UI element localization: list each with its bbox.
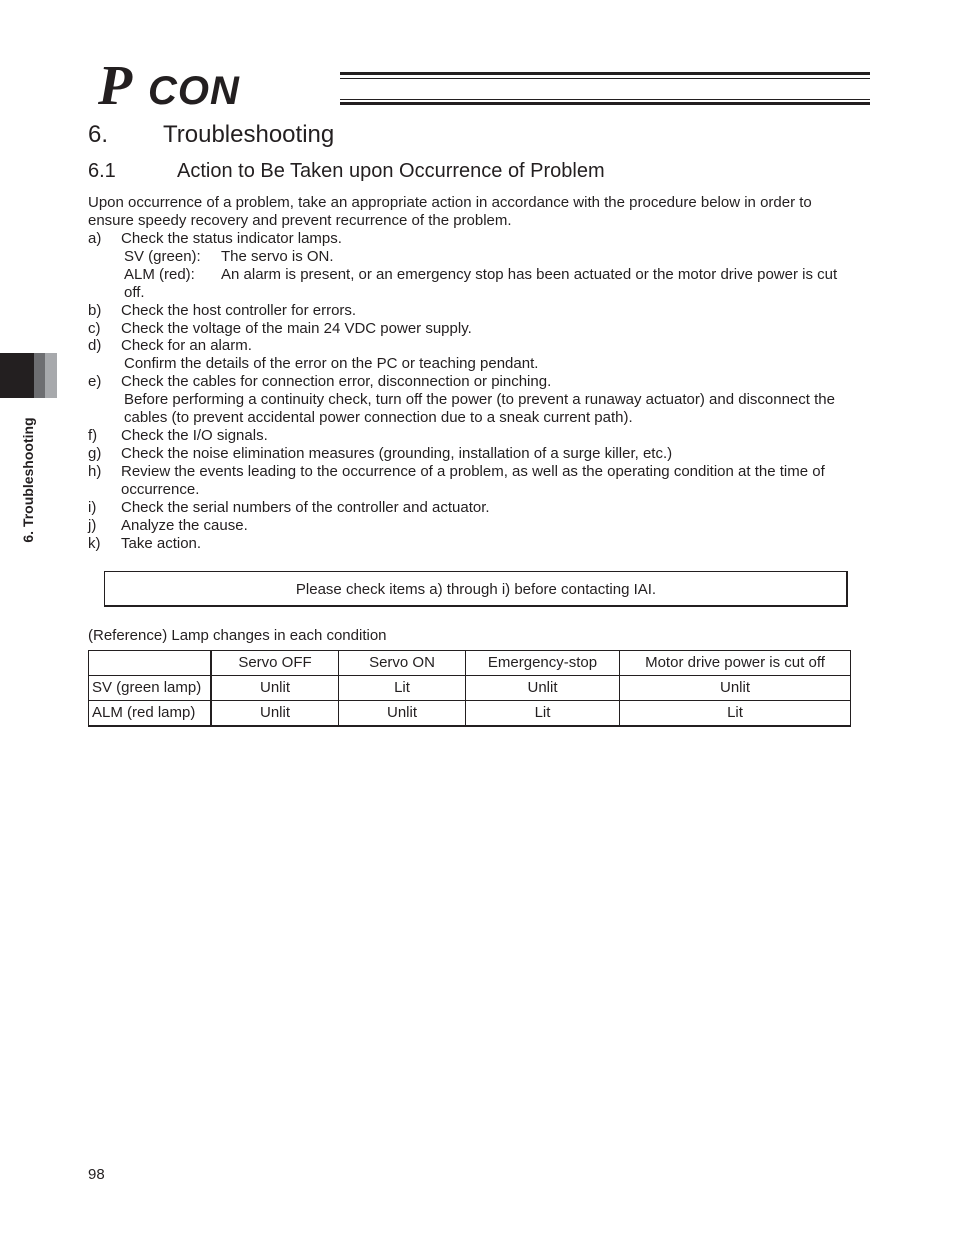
- step-marker-i: i): [88, 499, 97, 516]
- sv-lamp-label: SV (green):: [124, 248, 201, 265]
- step-marker-b: b): [88, 302, 102, 319]
- table-header-cell: Emergency-stop: [466, 651, 620, 676]
- step-marker-k: k): [88, 535, 101, 552]
- table-header-row: [89, 651, 851, 676]
- step-text-f: Check the I/O signals.: [121, 427, 268, 444]
- intro-line-1: Upon occurrence of a problem, take an appropriate action in accordance with the procedure below in order to: [88, 194, 812, 211]
- table-cell: Lit: [339, 676, 466, 701]
- section-number: 6.1: [88, 160, 116, 182]
- table-cell: Unlit: [620, 676, 851, 701]
- alm-lamp-text: An alarm is present, or an emergency stop has been actuated or the motor drive power is cut: [221, 266, 838, 283]
- step-marker-c: c): [88, 320, 101, 337]
- side-tab-mid: [34, 353, 45, 398]
- step-text-h-cont: occurrence.: [121, 481, 200, 498]
- lamp-status-table: [88, 650, 851, 727]
- page-number: 98: [88, 1166, 105, 1183]
- logo-letters-con: CON: [148, 69, 240, 108]
- contact-note-text: Please check items a) through i) before contacting IAI.: [295, 581, 657, 598]
- step-text-h: Review the events leading to the occurrence of a problem, as well as the operating condition at the time of: [121, 463, 825, 480]
- table-header-cell: Servo ON: [339, 651, 466, 676]
- table-cell: Lit: [466, 701, 620, 727]
- table-cell: Unlit: [339, 701, 466, 727]
- step-marker-d: d): [88, 337, 102, 354]
- logo-letter-p: P: [98, 58, 133, 108]
- table-row-header: SV (green lamp): [89, 676, 212, 701]
- step-marker-j: j): [88, 517, 97, 534]
- table-cell: Unlit: [211, 676, 339, 701]
- step-text-g: Check the noise elimination measures (grounding, installation of a surge killer, etc.): [121, 445, 673, 462]
- step-text-e: Check the cables for connection error, disconnection or pinching.: [121, 373, 552, 390]
- table-row: [89, 676, 851, 701]
- alm-lamp-text-cont: off.: [124, 284, 145, 301]
- step-text-d: Check for an alarm.: [121, 337, 252, 354]
- chapter-title: Troubleshooting: [163, 121, 335, 148]
- pcon-logo: [96, 58, 336, 108]
- step-marker-f: f): [88, 427, 98, 444]
- table-header-cell: [89, 651, 212, 676]
- contact-note-box: [104, 571, 848, 607]
- side-tab-light: [45, 353, 57, 398]
- side-tab-label: 6. Troubleshooting: [20, 417, 36, 543]
- sv-lamp-text: The servo is ON.: [221, 248, 334, 265]
- step-e-detail-2: cables (to prevent accidental power connection due to a sneak current path).: [124, 409, 633, 426]
- step-marker-e: e): [88, 373, 102, 390]
- chapter-number: 6.: [88, 121, 109, 148]
- step-text-c: Check the voltage of the main 24 VDC power supply.: [121, 320, 472, 337]
- table-cell: Unlit: [466, 676, 620, 701]
- step-marker-a: a): [88, 230, 102, 247]
- section-title: Action to Be Taken upon Occurrence of Problem: [177, 160, 605, 182]
- alm-lamp-label: ALM (red):: [124, 266, 195, 283]
- table-row: [89, 701, 851, 727]
- step-d-detail: Confirm the details of the error on the PC or teaching pendant.: [124, 355, 539, 372]
- side-tab-dark: [0, 353, 34, 398]
- step-text-b: Check the host controller for errors.: [121, 302, 357, 319]
- step-marker-h: h): [88, 463, 102, 480]
- header-rule: [340, 72, 870, 106]
- reference-caption: (Reference) Lamp changes in each condition: [88, 627, 387, 644]
- step-marker-g: g): [88, 445, 102, 462]
- table-cell: Lit: [620, 701, 851, 727]
- intro-line-2: ensure speedy recovery and prevent recurrence of the problem.: [88, 212, 512, 229]
- step-text-a: Check the status indicator lamps.: [121, 230, 342, 247]
- step-text-k: Take action.: [121, 535, 202, 552]
- table-header-cell: Servo OFF: [211, 651, 339, 676]
- step-e-detail-1: Before performing a continuity check, turn off the power (to prevent a runaway actuator) and disconnect the: [124, 391, 835, 408]
- table-row-header: ALM (red lamp): [89, 701, 212, 727]
- step-text-i: Check the serial numbers of the controller and actuator.: [121, 499, 490, 516]
- step-text-j: Analyze the cause.: [121, 517, 248, 534]
- table-header-cell: Motor drive power is cut off: [620, 651, 851, 676]
- table-cell: Unlit: [211, 701, 339, 727]
